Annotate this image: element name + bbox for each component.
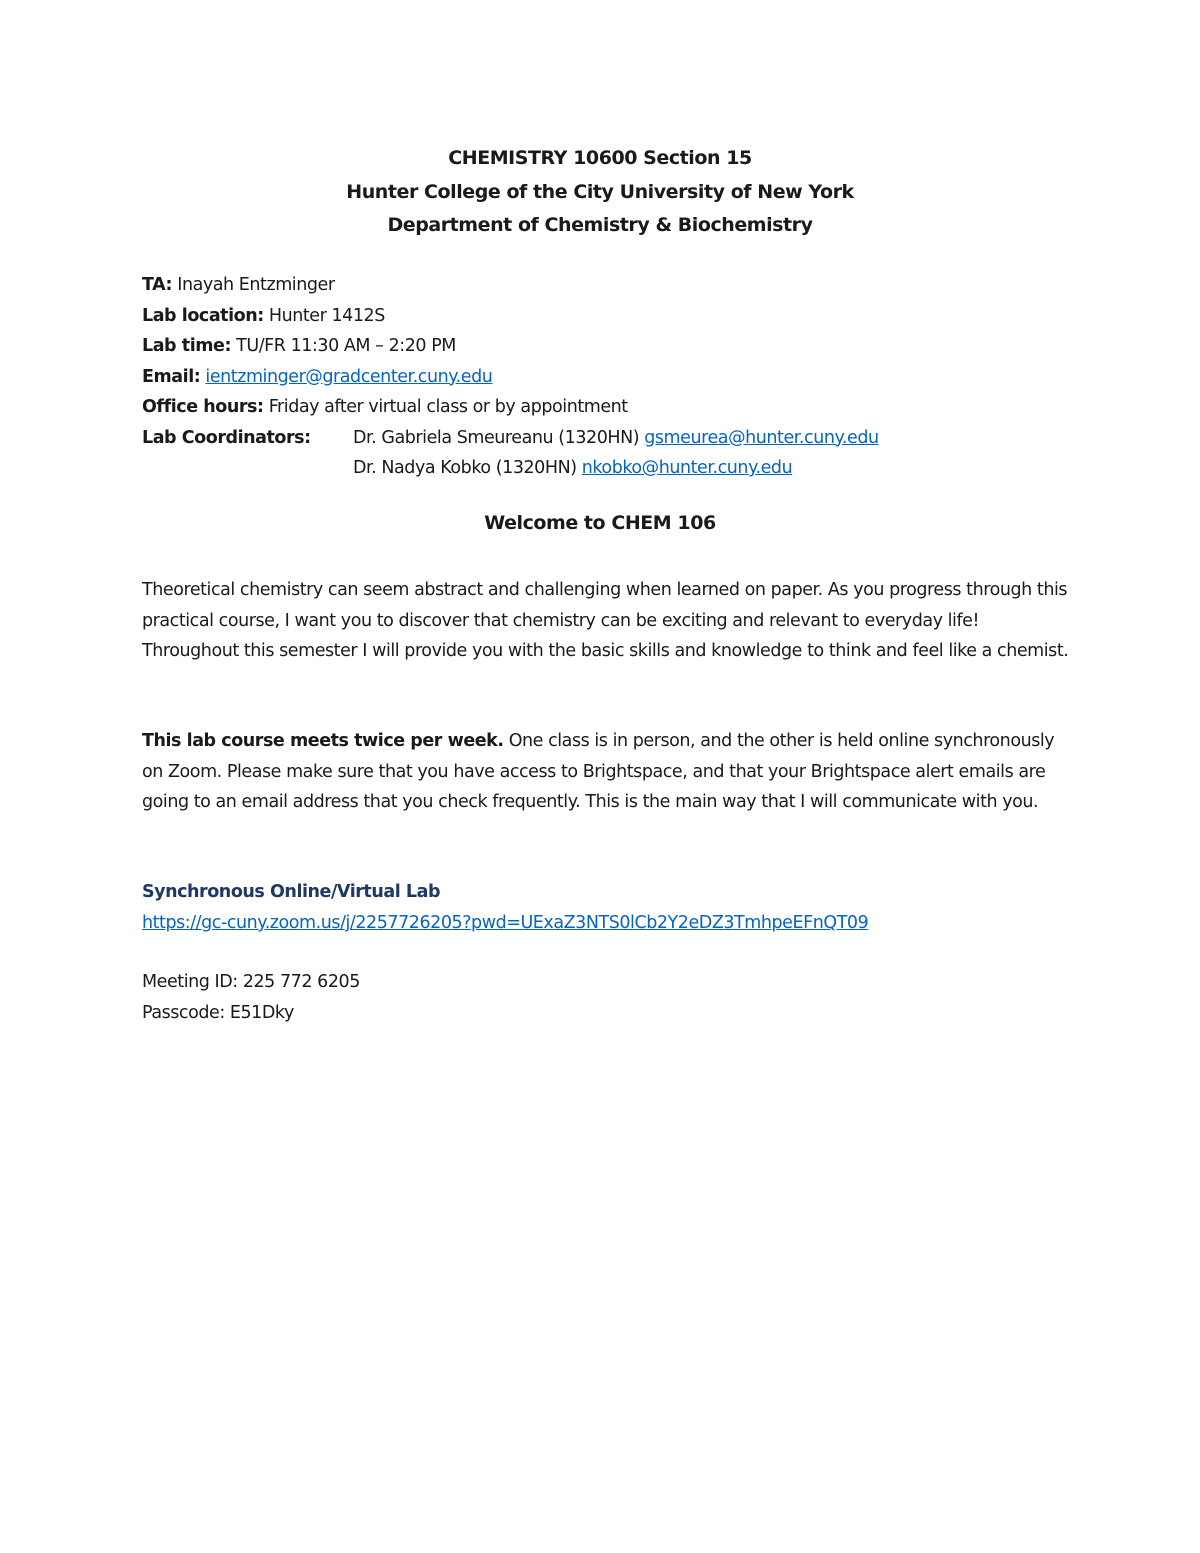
- coordinator-name: Dr. Nadya Kobko (1320HN): [353, 458, 577, 478]
- zoom-meeting-link[interactable]: https://gc-cuny.zoom.us/j/2257726205?pwd=UExaZ3NTS0lCb2Y2eDZ3TmhpeEFnQT09: [142, 913, 869, 933]
- coordinators-label: Lab Coordinators:: [142, 427, 311, 448]
- location-row: [142, 301, 1082, 332]
- department-name: Department of Chemistry & Biochemistry: [387, 214, 813, 236]
- ta-label: TA:: [142, 275, 173, 295]
- meeting-id: Meeting ID: 225 772 6205: [142, 972, 360, 992]
- intro-paragraph: Theoretical chemistry can seem abstract and challenging when learned on paper. As you progress through this practical course, I want you to discover that chemistry can be exciting and relevant to everyday life! Throughout this semester I will provide you with the basic skills and knowledge to think and feel like a chemist.: [142, 580, 1069, 661]
- time-label: Lab time:: [142, 336, 231, 356]
- location-label: Lab location:: [142, 305, 264, 326]
- email-label: Email:: [142, 366, 201, 387]
- schedule-emphasis: This lab course meets twice per week.: [142, 731, 504, 751]
- coordinator-row-2: [142, 453, 1082, 484]
- meeting-details: [142, 967, 360, 1028]
- office-hours-value: Friday after virtual class or by appointment: [268, 397, 628, 417]
- course-title: CHEMISTRY 10600 Section 15: [448, 147, 752, 169]
- course-info: [142, 270, 1082, 484]
- time-value: TU/FR 11:30 AM – 2:20 PM: [236, 336, 456, 356]
- virtual-lab-title: Synchronous Online/Virtual Lab: [142, 882, 441, 902]
- ta-row: [142, 270, 1082, 301]
- ta-email-link[interactable]: ientzminger@gradcenter.cuny.edu: [205, 366, 493, 387]
- coordinator-email-link[interactable]: gsmeurea@hunter.cuny.edu: [644, 427, 879, 448]
- location-value: Hunter 1412S: [268, 305, 385, 326]
- schedule-details: One class is in person, and the other is held online synchronously on Zoom. Please make sure that you have access to Brightspace, and that your Brightspace alert emails are going to an email address that you check frequently. This is the main way that I will communicate with you.: [142, 731, 1055, 812]
- document-header: [0, 142, 1200, 243]
- schedule-paragraph: [142, 726, 1072, 818]
- meeting-passcode: Passcode: E51Dky: [142, 1002, 294, 1023]
- time-row: [142, 331, 1082, 362]
- zoom-link-row: [142, 908, 868, 939]
- email-row: [142, 362, 1082, 393]
- coordinator-name: Dr. Gabriela Smeureanu (1320HN): [353, 427, 640, 448]
- ta-value: Inayah Entzminger: [177, 275, 335, 295]
- welcome-heading: Welcome to CHEM 106: [484, 512, 716, 534]
- office-hours-label: Office hours:: [142, 397, 264, 417]
- coordinator-row-1: [142, 423, 1082, 454]
- office-hours-row: [142, 392, 1082, 423]
- coordinator-email-link[interactable]: nkobko@hunter.cuny.edu: [581, 458, 793, 478]
- college-name: Hunter College of the City University of New York: [346, 180, 854, 203]
